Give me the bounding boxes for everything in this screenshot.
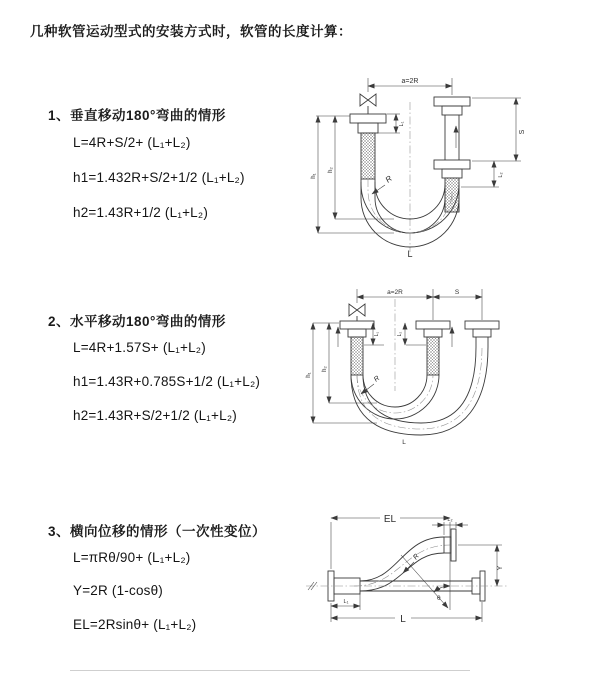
- valve-icon: [349, 304, 365, 316]
- dim-label-y: Y: [497, 565, 504, 571]
- s-curve-hose-bottom: [360, 553, 444, 591]
- page-scan-edge: [70, 670, 470, 671]
- dim-label-l1: L₁: [343, 599, 349, 605]
- hose-u2-centerline: [357, 347, 482, 429]
- page-title: 几种软管运动型式的安装方式时，软管的长度计算：: [30, 24, 352, 39]
- dim-label-r: R: [372, 374, 382, 384]
- formula-s1-h1: h1=1.432R+S/2+1/2 (L₁+L₂): [73, 170, 245, 185]
- left-braided-hose: [361, 133, 375, 179]
- dim-label-theta: θ: [437, 595, 441, 602]
- middle-flange: [416, 321, 450, 329]
- dim-label-l: L: [402, 439, 406, 446]
- section-2-heading: 2、水平移动180°弯曲的情形: [48, 314, 226, 329]
- formula-s2-h2: h2=1.43R+S/2+1/2 (L₁+L₂): [73, 408, 237, 423]
- formula-s1-h2: h2=1.43R+1/2 (L₁+L₂): [73, 205, 209, 220]
- formula-s3-y: Y=2R (1-cosθ): [73, 583, 164, 598]
- hose-assembly-drawing: [338, 299, 499, 435]
- dim-label-h1: h₁: [306, 372, 312, 378]
- construction-lines: [306, 522, 508, 610]
- dimension-lines: [316, 78, 521, 233]
- upper-flange: [451, 529, 456, 561]
- dim-label-l1: L₁: [374, 331, 380, 337]
- dim-label-r: R: [412, 552, 421, 562]
- dim-label-l1: L₁: [399, 121, 405, 127]
- dim-label-a2r: a=2R: [401, 78, 419, 85]
- valve-icon: [360, 94, 376, 106]
- dim-label-s: S: [519, 129, 526, 135]
- section-1-heading: 1、垂直移动180°弯曲的情形: [48, 108, 226, 123]
- hose-u-inner-pos1: [375, 179, 445, 219]
- dim-label-l2: L₂: [447, 517, 453, 523]
- dim-label-h1: h₁: [311, 173, 317, 179]
- dim-label-el: EL: [383, 514, 397, 525]
- dim-label-l2: L₂: [498, 172, 504, 178]
- dim-label-l2: L₂: [397, 331, 403, 337]
- left-braided-hose: [351, 337, 363, 375]
- left-flange: [350, 114, 386, 123]
- right-lower-flange: [434, 160, 470, 169]
- hose-u1-outer: [351, 375, 439, 419]
- formula-s2-h1: h1=1.43R+0.785S+1/2 (L₁+L₂): [73, 374, 261, 389]
- hose-assembly-drawing: [350, 94, 470, 252]
- section-3-heading: 3、横向位移的情形（一次性变位）: [48, 524, 267, 539]
- formula-s3-el: EL=2Rsinθ+ (L₁+L₂): [73, 617, 197, 632]
- dim-label-h2: h₂: [322, 366, 328, 372]
- middle-braided-hose: [427, 337, 439, 375]
- formula-s3-l: L=πRθ/90+ (L₁+L₂): [73, 550, 191, 565]
- angle-slant-line: [401, 552, 448, 608]
- dim-label-l: L: [400, 614, 406, 625]
- left-flange: [340, 321, 374, 329]
- dim-label-r: R: [383, 173, 394, 185]
- dimension-labels: [344, 514, 504, 625]
- dim-label-a2r: a=2R: [387, 289, 403, 296]
- dim-label-l: L: [407, 249, 413, 259]
- hose-u2-outer: [351, 347, 488, 435]
- hose-assembly-drawing: [328, 529, 485, 601]
- dimension-lines: [313, 289, 482, 423]
- diagram-lateral-displacement: [298, 498, 598, 658]
- diagram-vertical-180-bend: [308, 72, 590, 260]
- formula-s2-l: L=4R+1.57S+ (L₁+L₂): [73, 340, 206, 355]
- diagram-horizontal-180-bend: [305, 283, 597, 458]
- right-upper-flange: [434, 97, 470, 106]
- dim-label-h2: h₂: [328, 167, 334, 173]
- formula-s1-l: L=4R+S/2+ (L₁+L₂): [73, 135, 191, 150]
- dim-label-s: S: [454, 289, 460, 296]
- right-flange: [465, 321, 499, 329]
